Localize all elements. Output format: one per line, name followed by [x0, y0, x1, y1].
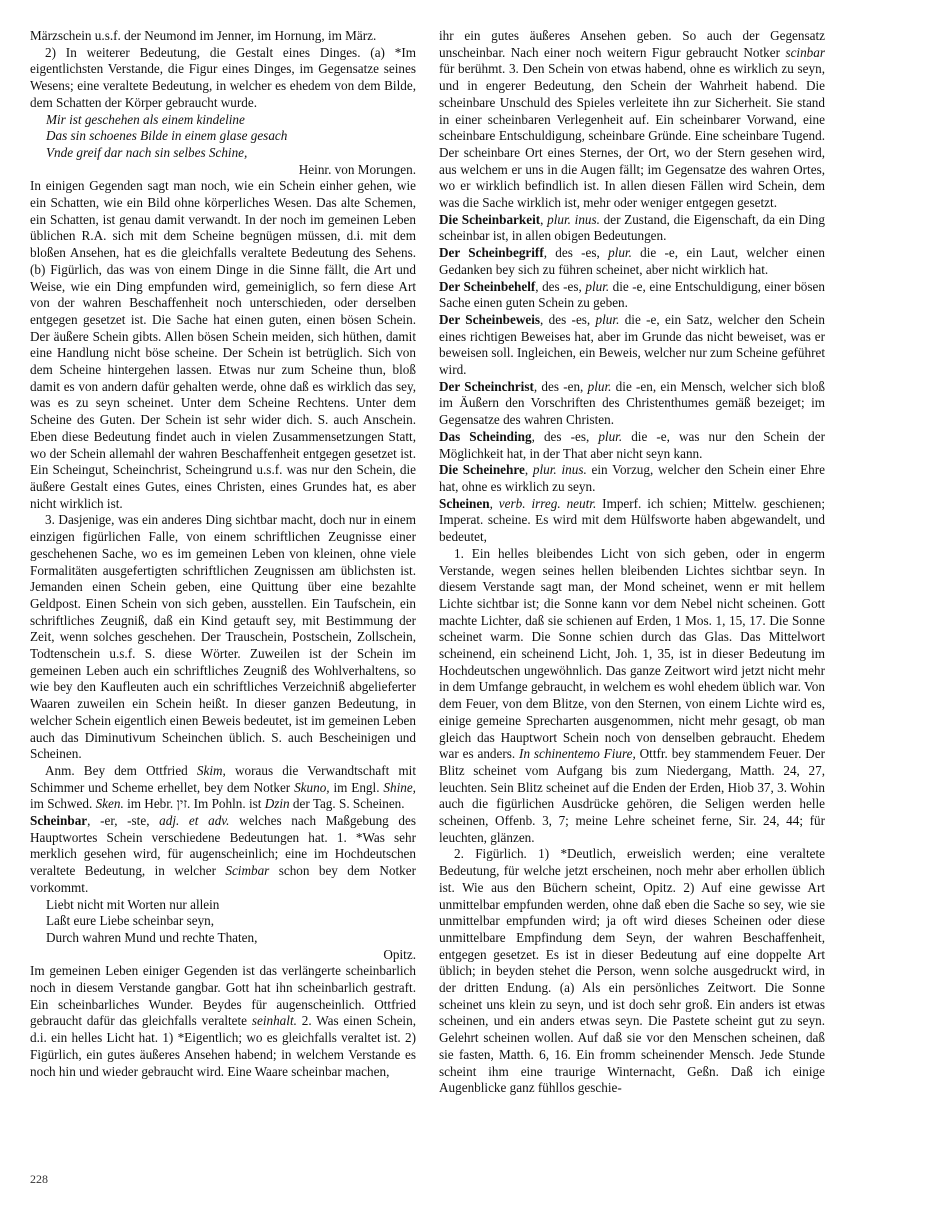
citation: Heinr. von Morungen. — [298, 161, 416, 177]
entry-headword: Der Scheinbehelf — [439, 278, 536, 294]
left-column — [30, 28, 416, 1171]
paragraph: 1. Ein helles bleibendes Licht von sich geben, oder in engerm Verstande, wegen seines hellen bleibenden Lichtes sichtbar seyn. In diesem Verstande sagt man, der Mond scheinet, wenn er mit hellem Lichte sichtbar ist; die Sonne kann vor dem Nebel nicht scheinen. Gott machte Lichter, daß sie schienen auf Erden, 1 Mos. 1, 15, 17. Die Sonne scheinet warm. Die Sonne schien durch das Glas. Das Mittelwort scheinend, ein scheinend Licht, Joh. 1, 35, ist in dieser Bedeutung im Hochdeutschen ungewöhnlich. Das ganze Zeitwort wird jetzt nicht mehr in dem Umfange gebraucht, in welchem es wohl ehedem üblich war. Von dem Feuer, von dem Blitze, von den Sternen, von einem Lichte wird es, einige gemeine Sprecharten ausgenommen, nicht mehr gesagt, ob man gleich das Hauptwort Schein noch von denselben gebraucht. Ehedem war es anders. In schinentemo Fiure, Ottfr. bey stammendem Feuer. Der Blitz scheinet vom Aufgang bis zum Niedergang, Matth. 24, 27, leuchten. Sein Blitz scheinet auf die Enden der Erden, Hiob 37, 3. Wohin auch die figürlichen Ausdrücke gehören, die Seligen werden helle scheinen, Offenb. 3, 7; meine Lehre scheinet ferne, Sir. 24, 44; für leuchten, glänzen. — [439, 545, 825, 845]
paragraph: ihr ein gutes äußeres Ansehen geben. So auch der Gegensatz unscheinbar. Nach einer noch weitern Figur gebraucht Notker scinbar für berühmt. 3. Den Schein von etwas habend, ohne es wirklich zu seyn, und in engerer Bedeutung, den Schein der Wahrheit habend. Die scheinbare Unschuld des Spieles verleitete ihn zur Sicherheit. Sie stand in einer scheinbaren Verlegenheit auf. Ein scheinbarer Vorwand, eine scheinbare Entschuldigung, scheinbare Gründe. Eine scheinbare Tugend. Der scheinbare Ort eines Sternes, der Ort, wo der Stern gesehen wird, aus welchem er uns in die Augen fällt; im Gegensatze des wahren Ortes, wo er wirklich befindlich ist. In allen diesen Fällen wird Schein, dem was die Sache wirklich ist, mehr oder weniger entgegen gesetzt. — [439, 28, 825, 211]
dictionary-entry: Der Scheinbeweis, des -es, plur. die -e, ein Satz, welcher den Schein eines richtigen Beweises hat, aber im Grunde das nicht beweiset, was er beweisen soll. Ingleichen, ein Beweis, welcher nur zum Scheine geführet wird. — [439, 311, 825, 378]
dictionary-entry: Scheinbar, -er, -ste, adj. et adv. welches nach Maßgebung des Hauptwortes Schein verschiedene Bedeutungen hat. 1. *Was sehr merklich gesehen wird, für augenscheinlich; eine im Hochdeutschen veraltete Bedeutung, in welcher Scimbar schon bey dem Notker vorkommt. — [30, 813, 416, 895]
verse-line: Mir ist geschehen als einem kindeline — [46, 111, 245, 127]
dictionary-entry: Scheinen, verb. irreg. neutr. Imperf. ich schien; Mittelw. geschienen; Imperat. scheine. Es wird mit dem Hülfsworte haben abgewandelt, und bedeutet, — [439, 495, 825, 545]
citation: Opitz. — [383, 946, 416, 962]
paragraph: In einigen Gegenden sagt man noch, wie ein Schein einher gehen, wie ein Schatten, wie ein Bild ohne körperliches Wesen. Das alte Schemen, ein Schatten, ist genau damit verwandt. In der noch im gemeinen Leben üblichen R.A. sich mit dem Scheine begnügen müssen, d.i. mit dem bloßen Ansehen, hat es die gleichfalls veraltete Bedeutung des Sehens. (b) Figürlich, das was von einem Dinge in die Sinne fällt, die Art und Weise, wie ein Ding empfunden wird, gemeiniglich, so fern diese Art von der wahren Beschaffenheit noch unterschieden, oder derselben entgegen gesetzet ist. Die Sache hat einen guten, einen bösen Schein. Der äußere Schein gibts. Allen bösen Schein meiden, sich hüthen, damit eine Handlung nicht böse scheine. Der Schein ist betrüglich. Sich von dem Scheine hintergehen lassen. Etwas nur zum Scheine thun, bloß damit es von andern dafür gehalten werde, ohne daß es wirklich das sey, was es zu seyn scheinet. Unter dem Scheine Rechtens. Unter dem Scheine des Guten. Der Schein ist sehr wider dich. S. auch Anschein. Eben diese Bedeutung findet auch in vielen Zusammensetzungen Statt, wo der Schein allemahl der wahren Beschaffenheit entgegen gesetzet ist. Ein Scheingut, Scheinchrist, Scheingrund u.s.f. was nur den Schein, die äußere Gestalt eines Gutes, eines Christen, eines Grundes hat, es aber nicht wirklich ist. — [30, 178, 416, 511]
verse-quote — [30, 897, 416, 947]
entry-headword: Die Scheinehre — [439, 462, 525, 478]
verse-line: Laßt eure Liebe scheinbar seyn, — [46, 913, 215, 929]
entry-headword: Das Scheinding — [439, 428, 532, 444]
entry-headword: Der Scheinbeweis — [439, 311, 541, 327]
dictionary-entry: Die Scheinbarkeit, plur. inus. der Zustand, die Eigenschaft, da ein Ding scheinbar ist, in allen obigen Bedeutungen. — [439, 211, 825, 244]
paragraph: 3. Dasjenige, was ein anderes Ding sichtbar macht, doch nur in einem einzigen figürlichen Falle, von einem schriftlichen Zeugnisse einer geschehenen Sache, wo es im gemeinen Leben von kleinen, ohne viele Formalitäten ausgefertigten schriftlichen Zeugnissen am üblichsten ist. Jemanden einen Schein geben, eine Quittung über eine bezahlte Geldpost. Einen Schein von sich geben, ausstellen. Ein Taufschein, ein schriftliches Zeugniß, daß ein Kind getauft sey, mit Bestimmung der Zeit, wenn solches geschehen. Der Trauschein, Postschein, Zollschein, Todtenschein u.s.f. S. diese Wörter. Zuweilen ist der Schein im gemeinen Leben auch ein schriftliches Zeugniß des Wohlverhaltens, so wie bey den Kaufleuten auch ein schriftliches Verzeichniß abgelieferter Waaren zuweilen ein Schein heißt. In dieser ganzen Bedeutung, in welcher Schein eigentlich einen Beweis bedeutet, ist im gemeinen Leben auch das Diminutivum Scheinchen üblich. S. auch Bescheinigen und Scheinen. — [30, 512, 416, 762]
annotation-paragraph: Anm. Bey dem Ottfried Skim, woraus die Verwandtschaft mit Schimmer und Scheme erhellet, bey dem Notker Skuno, im Engl. Shine, im Schwed. Sken. im Hebr. זין. Im Pohln. ist Dzin der Tag. S. Scheinen. — [30, 762, 416, 812]
dictionary-entry: Die Scheinehre, plur. inus. ein Vorzug, welcher den Schein einer Ehre hat, ohne es wirklich zu seyn. — [439, 462, 825, 494]
dictionary-entry: Der Scheinbegriff, des -es, plur. die -e, ein Laut, welcher einen Gedanken bey sich zu führen scheinet, aber nicht wirklich hat. — [439, 245, 825, 277]
paragraph: Märzschein u.s.f. der Neumond im Jenner, im Hornung, im März. — [30, 28, 377, 43]
verse-quote — [30, 112, 416, 162]
paragraph: 2) In weiterer Bedeutung, die Gestalt eines Dinges. (a) *Im eigentlichsten Verstande, die Figur eines Dinges, im Gegensatze seines Wesens; eine veraltete Bedeutung, in welcher es ehedem von dem Bilde, dem Schatten der Körper gebraucht wurde. — [30, 44, 416, 110]
entry-headword: Die Scheinbarkeit — [439, 211, 541, 227]
dictionary-entry: Der Scheinchrist, des -en, plur. die -en, ein Mensch, welcher sich bloß im Äußern den Vorschriften des Christenthumes gemäß bezeiget; im Gegensatze des wahren Christen. — [439, 378, 825, 428]
verse-line: Durch wahren Mund und rechte Thaten, — [46, 929, 258, 945]
paragraph: Im gemeinen Leben einiger Gegenden ist das verlängerte scheinbarlich noch in diesem Verstande gangbar. Gott hat ihn scheinbarlich gestraft. Ein scheinbarliches Wunder. Beydes für augenscheinlich. Ottfried gebraucht dafür das gleichfalls veraltete seinhalt. 2. Was einen Schein, d.i. ein helles Licht hat. 1) *Eigentlich; wo es gleichfalls veraltet ist. 2) Figürlich, ein gutes äußeres Ansehen habend; in welchem Verstande es noch hin und wieder gebraucht wird. Eine Waare scheinbar machen, — [30, 963, 416, 1079]
page-number: 228 — [30, 1172, 48, 1186]
right-column — [439, 28, 825, 1173]
verse-line: Vnde greif dar nach sin selbes Schine, — [46, 144, 248, 160]
paragraph: 2. Figürlich. 1) *Deutlich, erweislich werden; eine veraltete Bedeutung, für welche jetzt erscheinen, noch mehr aber erhollen üblich ist. Wie aus den Büchern scheint, Opitz. 2) Auf eine gewisse Art unmittelbar empfunden werden, ohne daß eben die Sache so sey, wie sie unmittelbar empfunden wird; ja oft wird dieses Scheinen oder diese unmittelbare Empfindung dem Seyn, der wahren Beschaffenheit, entgegen gesetzet. Es ist in dieser Bedeutung auf eine doppelte Art üblich; in beyden stehet die Person, wenn solche ausgedruckt wird, in der dritten Endung. (a) Als ein persönliches Zeitwort. Die Sonne scheinet uns klein zu seyn, und ist doch sehr groß. Ein anders ist etwas scheinen, und ein anders etwas seyn. Die Pastete scheint gut zu seyn. Gelehrt scheinen wollen. Auf daß sie vor den Menschen scheinen, daß sie fasten, Matth. 6, 16. Ein fromm scheinender Mensch. Jede Stunde scheint ihm eine traurige Winternacht, Geßn. Daß ich einige Augenblicke ganz fühllos geschie- — [439, 846, 825, 1096]
entry-headword: Scheinen — [439, 495, 490, 511]
entry-headword: Der Scheinbegriff — [439, 245, 544, 261]
verse-line: Liebt nicht mit Worten nur allein — [46, 896, 220, 912]
dictionary-entry: Das Scheinding, des -es, plur. die -e, was nur den Schein der Möglichkeit hat, in der That aber nicht seyn kann. — [439, 428, 825, 461]
verse-line: Das sin schoenes Bilde in einem glase gesach — [46, 128, 288, 144]
entry-headword: Scheinbar — [30, 813, 88, 829]
entry-headword: Der Scheinchrist — [439, 378, 534, 394]
dictionary-entry: Der Scheinbehelf, des -es, plur. die -e, eine Entschuldigung, einer bösen Sache einen guten Schein zu geben. — [439, 278, 825, 311]
